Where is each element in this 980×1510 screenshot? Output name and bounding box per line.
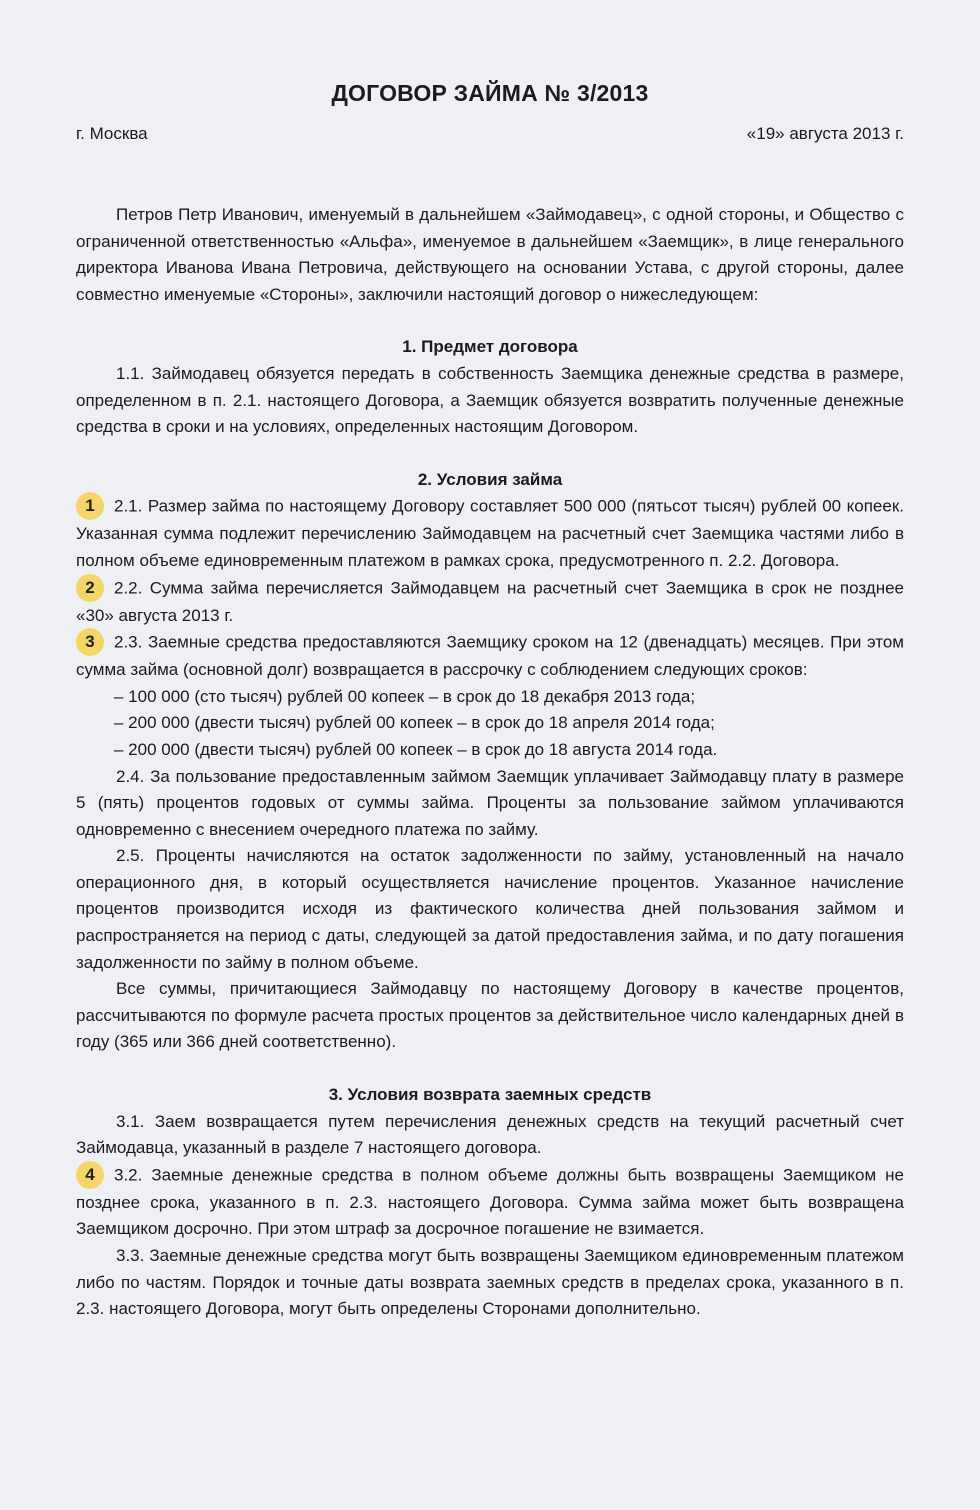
- clause-1-1: 1.1. Займодавец обязуется передать в собственность Заемщика денежные средства в размере, определенном в п. 2.1. настоящего Договора, а Заемщик обязуется возвратить полученные денежные средства в сроки и на условиях, определенных настоящим Договором.: [76, 363, 904, 437]
- marker-badge-2: 2: [76, 574, 104, 602]
- clause-2-1-text: 2.1. Размер займа по настоящему Договору составляет 500 000 (пятьсот тысяч) рублей 00 копеек. Указанная сумма подлежит перечислению Займодавцем на расчетный счет Заемщика частями либо в полном объеме единовременным платежом в рамках срока, предусмотренного п. 2.2. Договора.: [76, 496, 904, 570]
- clause-3-2-text: 3.2. Заемные денежные средства в полном объеме должны быть возвращены Заемщиком не позднее срока, указанного в п. 2.3. настоящего Договора. Сумма займа может быть возвращена Заемщиком досрочно. При этом штраф за досрочное погашение не взимается.: [76, 1165, 904, 1239]
- clause-2-2: [76, 575, 904, 630]
- section-3-heading: 3. Условия возврата заемных средств: [328, 1085, 652, 1105]
- repayment-item-2: – 200 000 (двести тысяч) рублей 00 копеек – в срок до 18 апреля 2014 года;: [114, 713, 715, 733]
- marker-badge-1: 1: [76, 492, 104, 520]
- city: г. Москва: [76, 124, 148, 143]
- repayment-item-1: – 100 000 (сто тысяч) рублей 00 копеек – в срок до 18 декабря 2013 года;: [114, 686, 696, 706]
- clause-2-4: 2.4. За пользование предоставленным займом Заемщик уплачивает Займодавцу плату в размере 5 (пять) процентов годовых от суммы займа. Проценты за пользование займом уплачиваются одновременно с внесением очередного платежа по займу.: [76, 766, 904, 839]
- marker-badge-3: 3: [76, 628, 104, 656]
- clause-2-5: 2.5. Проценты начисляются на остаток задолженности по займу, установленный на начало операционного дня, в который осуществляется начисление процентов. Указанное начисление процентов производится исходя из фактического количества дней пользования займом и распространяется на период с даты, следующей за датой предоставления займа, и по дату погашения задолженности по займу в полном объеме.: [76, 846, 904, 972]
- clause-2-3-text: 2.3. Заемные средства предоставляются Заемщику сроком на 12 (двенадцать) месяцев. При этом сумма займа (основной долг) возвращается в рассрочку с соблюдением следующих сроков:: [76, 632, 904, 680]
- repayment-item-3: – 200 000 (двести тысяч) рублей 00 копеек – в срок до 18 августа 2014 года.: [114, 739, 718, 759]
- clause-2-2-text: 2.2. Сумма займа перечисляется Займодавцем на расчетный счет Заемщика в срок не позднее «30» августа 2013 г.: [76, 578, 904, 625]
- clause-2-3: [76, 629, 904, 684]
- place-date-row: [76, 122, 904, 146]
- interest-calculation-note: Все суммы, причитающиеся Займодавцу по настоящему Договору в качестве процентов, рассчитываются по формуле расчета простых процентов за действительное число календарных дней в году (365 или 366 дней соответственно).: [76, 979, 904, 1052]
- section-1-heading: 1. Предмет договора: [402, 337, 578, 357]
- clause-2-1: [76, 493, 904, 574]
- contract-date: «19» августа 2013 г.: [746, 124, 904, 143]
- preamble: Петров Петр Иванович, именуемый в дальнейшем «Займодавец», с одной стороны, и Общество с ограниченной ответственностью «Альфа», именуемое в дальнейшем «Заемщик», в лице генерального директора Иванова Ивана Петровича, действующего на основании Устава, с другой стороны, далее совместно именуемые «Стороны», заключили настоящий договор о нижеследующем:: [76, 205, 904, 304]
- contract-body: [76, 202, 904, 1323]
- section-2-heading: 2. Условия займа: [417, 469, 563, 489]
- marker-badge-4: 4: [76, 1161, 104, 1189]
- clause-3-2: [76, 1162, 904, 1243]
- clause-3-3: 3.3. Заемные денежные средства могут быть возвращены Заемщиком единовременным платежом либо по частям. Порядок и точные даты возврата заемных средств в пределах срока, указанного в п. 2.3. настоящего Договора, могут быть определены Сторонами дополнительно.: [76, 1246, 904, 1319]
- document-title: ДОГОВОР ЗАЙМА № 3/2013: [331, 80, 649, 106]
- clause-3-1: 3.1. Заем возвращается путем перечисления денежных средств на текущий расчетный счет Займодавца, указанный в разделе 7 настоящего договора.: [76, 1111, 904, 1158]
